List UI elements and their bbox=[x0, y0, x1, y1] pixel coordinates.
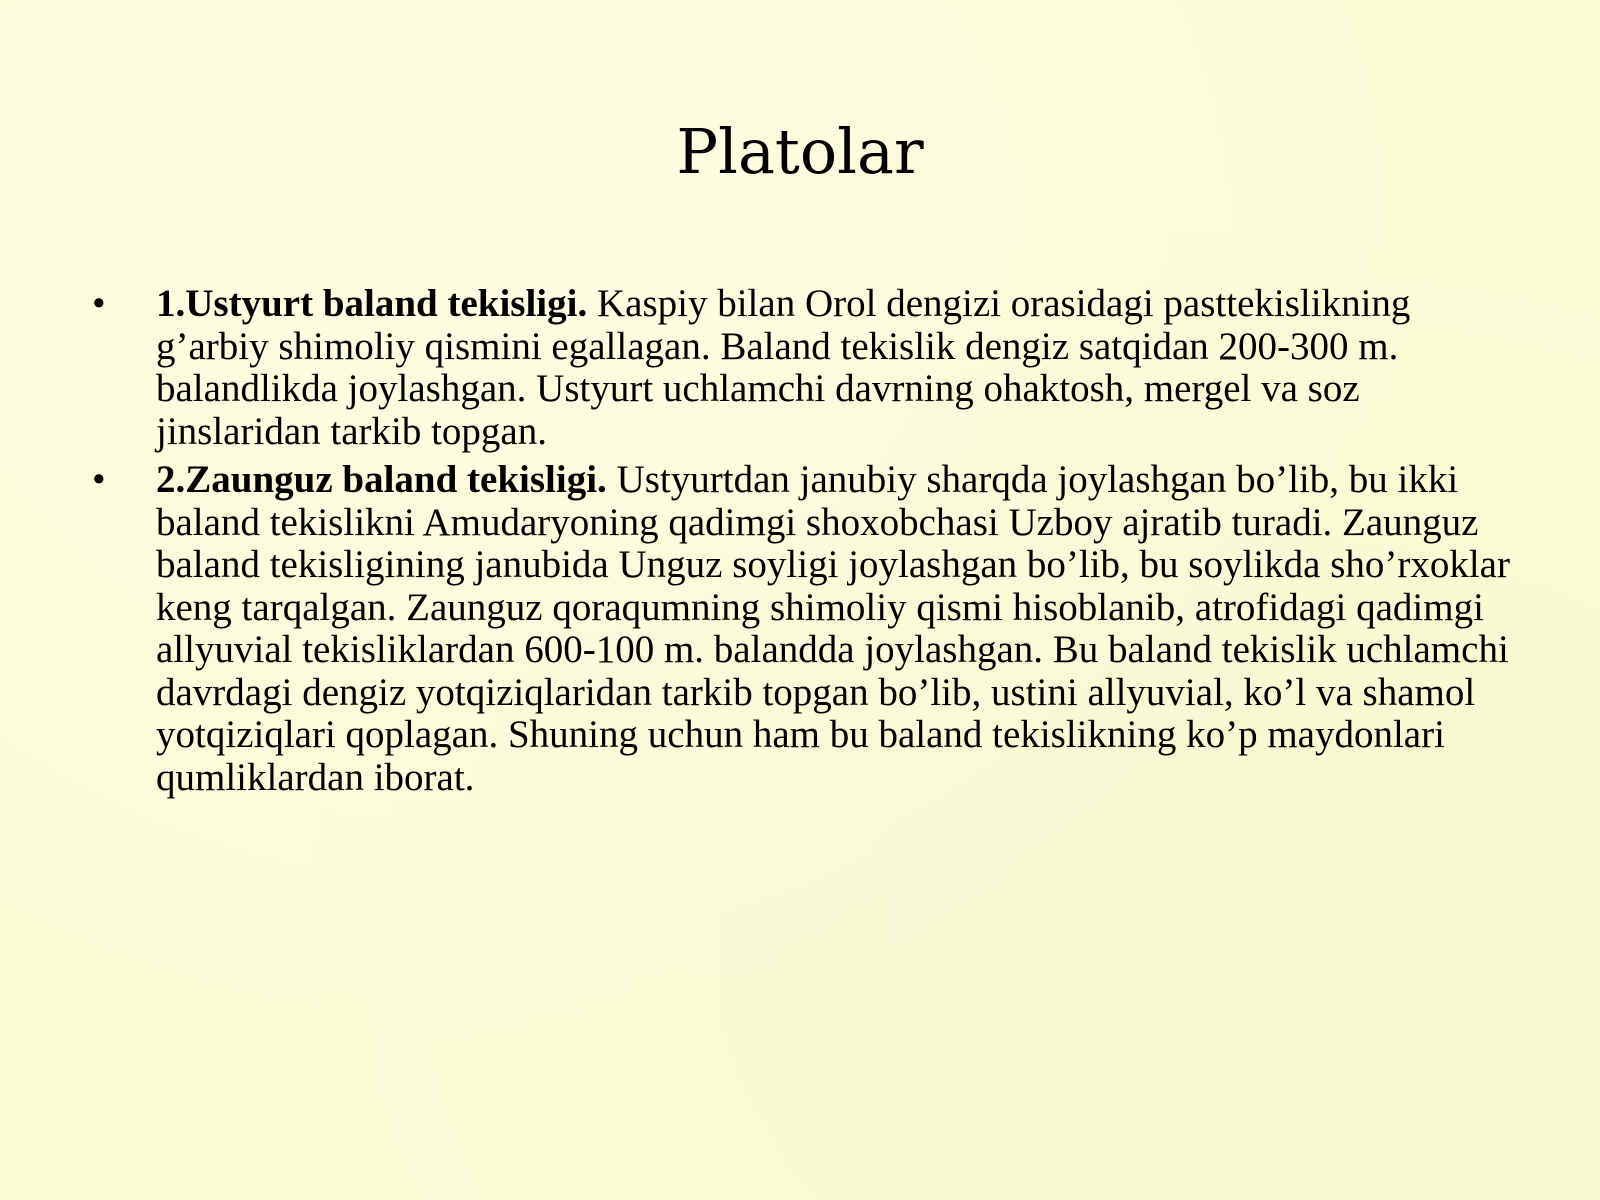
bullet-heading: 1.Ustyurt baland tekisligi. bbox=[156, 282, 588, 325]
bullet-body: Kaspiy bilan Orol dengizi orasidagi pasttekislikning g’arbiy shimoliy qismini egallagan. Baland tekislik dengiz satqidan 200-300 m. balandlikda joylashgan. Ustyurt uchlamchi davrning ohaktosh, mergel va soz jinslaridan tarkib topgan. bbox=[156, 282, 1411, 453]
bullet-marker: • bbox=[92, 282, 106, 325]
slide-title: Platolar bbox=[676, 115, 924, 188]
bullet-list bbox=[92, 283, 1532, 805]
bullet-marker: • bbox=[92, 458, 106, 501]
bullet-heading: 2.Zaunguz baland tekisligi. bbox=[156, 458, 607, 501]
bullet-item-zaunguz bbox=[92, 459, 1532, 799]
bullet-item-ustyurt bbox=[92, 283, 1532, 453]
bullet-body: Ustyurtdan janubiy sharqda joylashgan bo’lib, bu ikki baland tekislikni Amudaryoning qadimgi shoxobchasi Uzboy ajratib turadi. Zaunguz baland tekisligining janubida Unguz soyligi joylashgan bo’lib, bu soylikda sho’rxoklar keng tarqalgan. Zaunguz qoraqumning shimoliy qismi hisoblanib, atrofidagi qadimgi allyuvial tekisliklardan 600-100 m. balandda joylashgan. Bu baland tekislik uchlamchi davrdagi dengiz yotqiziqlaridan tarkib topgan bo’lib, ustini allyuvial, ko’l va shamol yotqiziqlari qoplagan. Shuning uchun ham bu baland tekislikning ko’p maydonlari qumliklardan iborat. bbox=[156, 458, 1510, 799]
